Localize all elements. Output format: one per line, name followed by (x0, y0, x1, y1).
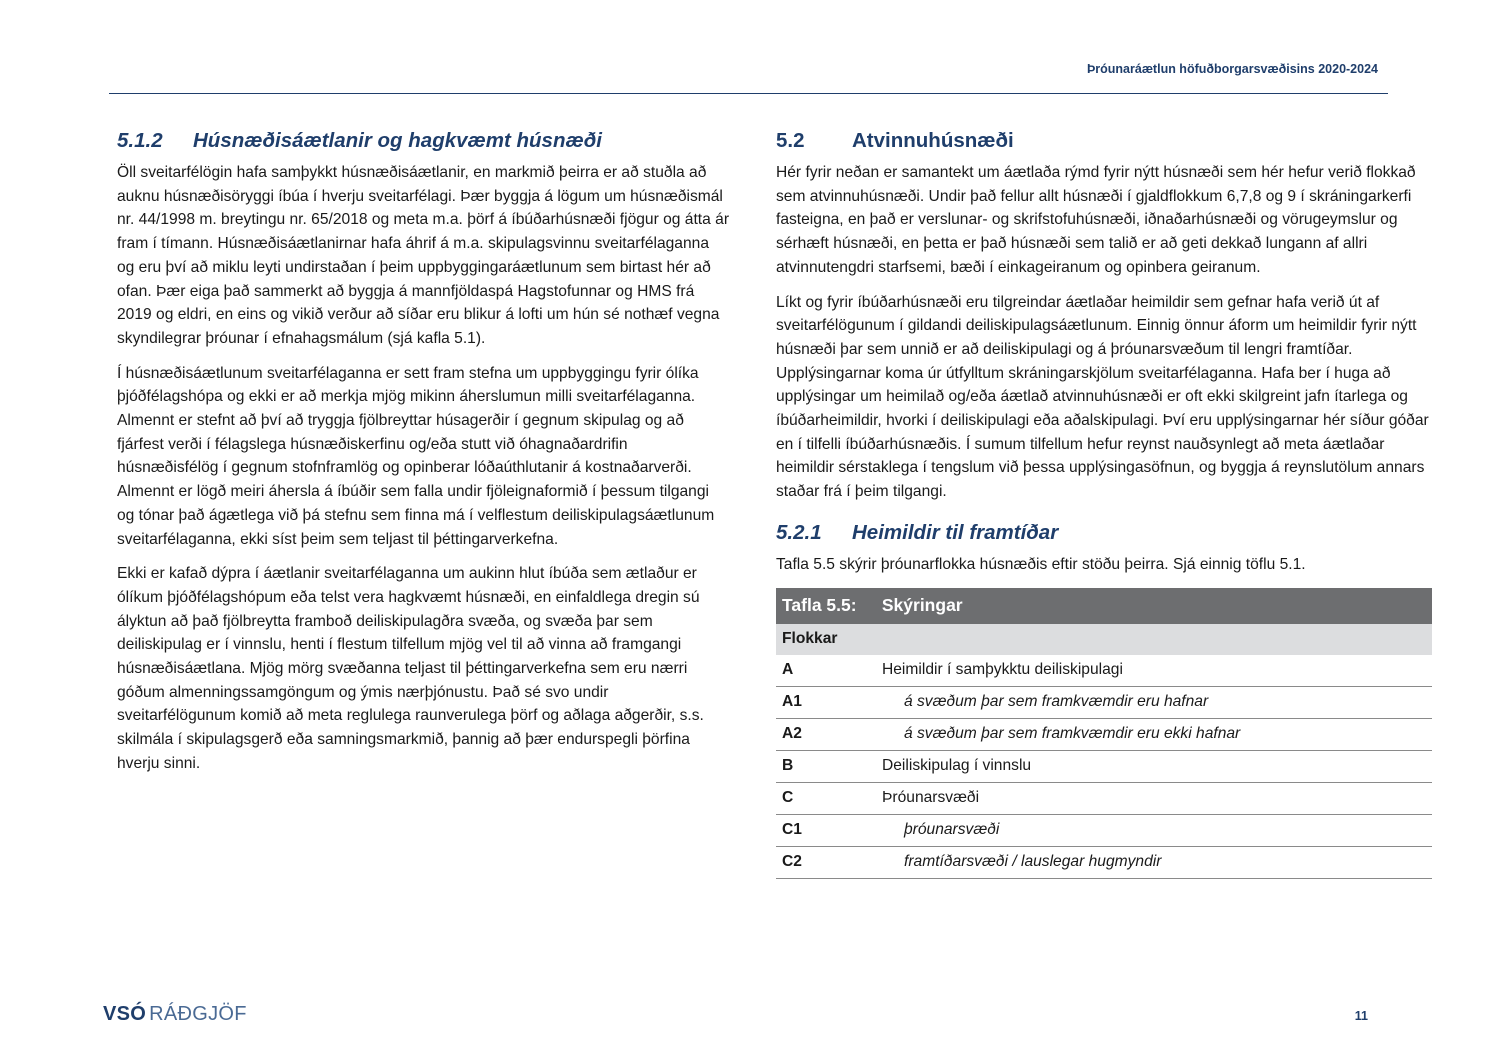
paragraph: Líkt og fyrir íbúðarhúsnæði eru tilgreindar áætlaðar heimildir sem gefnar hafa verið út af sveitarfélögunum í gildandi deiliskipulagsáætlunum. Einnig önnur áform um heimildir fyrir nýtt húsnæði þar sem unnið er að deiliskipulagi og á þróunarsvæðum til lengri framtíðar. Upplýsingarnar koma úr útfylltum skráningarskjölum sveitarfélaganna. Hafa ber í huga að upplýsingar um heimilað og/eða áætlað atvinnuhúsnæði er oft ekki skilgreint jafn ítarlega og íbúðarheimildir, hvorki í deiliskipulagi eða aðalskipulagi. Því eru upplýsingarnar hér síður góðar en í tilfelli íbúðarhúsnæðis. Í sumum tilfellum hefur reynst nauðsynlegt að meta áætlaðar heimildir sérstaklega í tengslum við þessa upplýsingasöfnun, og byggja á reynslutölum annars staðar frá í þeim tilgangi. (776, 293, 1429, 501)
right-column (776, 126, 1432, 879)
section-heading-5-1-2 (117, 126, 729, 156)
section-heading-5-2 (776, 126, 1432, 156)
running-header-title: Þróunaráætlun höfuðborgarsvæðisins 2020-2024 (1086, 62, 1378, 76)
table-row (776, 750, 1432, 782)
logo-sub: RÁÐGJÖF (149, 1003, 247, 1025)
row-code: A (776, 655, 876, 687)
row-description: á svæðum þar sem framkvæmdir eru ekki hafnar (876, 718, 1432, 750)
row-description: þróunarsvæði (876, 814, 1432, 846)
table-row (776, 686, 1432, 718)
header-divider (109, 93, 1388, 94)
table-row (776, 814, 1432, 846)
heading-title: Húsnæðisáætlanir og hagkvæmt húsnæði (193, 129, 602, 152)
paragraph: Hér fyrir neðan er samantekt um áætlaða rýmd fyrir nýtt húsnæði sem hér hefur verið flokkað sem atvinnuhúsnæði. Undir það fellur allt húsnæði í gjaldflokkum 6,7,8 og 9 í skráningarkerfi fasteigna, en það er verslunar- og skrifstofuhúsnæði, iðnaðarhúsnæði og vörugeymslur og sérhæft húsnæði, en þetta er það húsnæði sem talið er að geti dekkað lungann af allri atvinnutengdri starfsemi, bæði í einkageiranum og opinbera geiranum. (776, 164, 1416, 276)
heading-number: 5.2 (776, 129, 805, 152)
table-row (776, 718, 1432, 750)
row-code: A2 (776, 718, 876, 750)
table-section-header: Flokkar (776, 624, 1432, 655)
row-code: B (776, 750, 876, 782)
table-row (776, 782, 1432, 814)
heading-number: 5.2.1 (776, 520, 822, 544)
row-description: Heimildir í samþykktu deiliskipulagi (876, 655, 1432, 687)
row-code: C2 (776, 846, 876, 878)
row-code: C (776, 782, 876, 814)
table-5-5 (776, 588, 1432, 879)
table-title: Skýringar (881, 595, 963, 616)
row-description: Þróunarsvæði (876, 782, 1432, 814)
table-intro: Tafla 5.5 skýrir þróunarflokka húsnæðis eftir stöðu þeirra. Sjá einnig töflu 5.1. (776, 555, 1306, 573)
paragraph: Í húsnæðisáætlunum sveitarfélaganna er sett fram stefna um uppbyggingu fyrir ólíka þjóðfélagshópa og ekki er að merkja mjög mikinn áherslumun milli sveitarfélaganna. Almennt er stefnt að því að tryggja fjölbreyttar húsagerðir í gegnum skipulag og að fjárfest verði í félagslega húsnæðiskerfinu og/eða stutt við óhagnaðardrifin húsnæðisfélög í gegnum stofnframlög og opinberar lóðaúthlutanir á kostnaðarverði. Almennt er lögð meiri áhersla á íbúðir sem falla undir fjöleignaformið í þessum tilgangi og tónar það ágætlega við þá stefnu sem finna má í velflestum deiliskipulagsáætlunum sveitarfélaganna, ekki síst þeim sem teljast til þéttingarverkefna. (117, 364, 715, 548)
heading-title: Atvinnuhúsnæði (852, 129, 1014, 152)
section-heading-5-2-1 (776, 518, 1432, 548)
logo-brand: VSÓ (103, 1003, 147, 1025)
paragraph: Öll sveitarfélögin hafa samþykkt húsnæðisáætlanir, en markmið þeirra er að stuðla að auknu húsnæðisöryggi íbúa í hverju sveitarfélagi. Þær byggja á lögum um húsnæðismál nr. 44/1998 m. breytingu nr. 65/2018 og meta m.a. þörf á íbúðarhúsnæði fjögur og átta ár fram í tímann. Húsnæðisáætlanirnar hafa áhrif á m.a. skipulagsvinnu sveitarfélaganna og eru því að miklu leyti undirstaðan í þeim uppbyggingaráætlunum sem birtast hér að ofan. Þær eiga það sammerkt að byggja á mannfjöldaspá Hagstofunnar og HMS frá 2019 og eldri, en eins og vikið verður að síðar eru blikur á lofti um hún sé nothæf vegna skyndilegrar þróunar í efnahagsmálum (sjá kafla 5.1). (117, 164, 730, 347)
row-code: C1 (776, 814, 876, 846)
table-label: Tafla 5.5: (782, 595, 857, 616)
vso-logo (103, 1003, 247, 1026)
row-description: Deiliskipulag í vinnslu (876, 750, 1432, 782)
left-column (117, 126, 729, 787)
table-row (776, 655, 1432, 687)
heading-number: 5.1.2 (117, 129, 163, 152)
table-title-row (776, 588, 1432, 624)
row-code: A1 (776, 686, 876, 718)
page-number: 11 (1354, 1009, 1368, 1023)
paragraph: Ekki er kafað dýpra í áætlanir sveitarfélaganna um aukinn hlut íbúða sem ætlaður er ólíkum þjóðfélagshópum eða telst vera hagkvæmt húsnæði, en einfaldlega dregin sú ályktun að það fjölbreytta framboð deiliskipulagðra svæða, og svæða þar sem deiliskipulag er í vinnslu, henti í flestum tilfellum mjög vel til að vinna að framgangi húsnæðisáætlana. Mjög mörg svæðanna teljast til þéttingarverkefna sem eru nærri góðum almenningssamgöngum og ýmis nærþjónustu. Það sé svo undir sveitarfélögunum komið að meta reglulega raunverulega þörf og aðlaga aðgerðir, s.s. skilmála í skipulagsgerð eða samningsmarkmið, þannig að þær endurspegli þörfina hverju sinni. (117, 565, 704, 772)
heading-title: Heimildir til framtíðar (852, 520, 1059, 544)
row-description: á svæðum þar sem framkvæmdir eru hafnar (876, 686, 1432, 718)
row-description: framtíðarsvæði / lauslegar hugmyndir (876, 846, 1432, 878)
table-row (776, 846, 1432, 878)
